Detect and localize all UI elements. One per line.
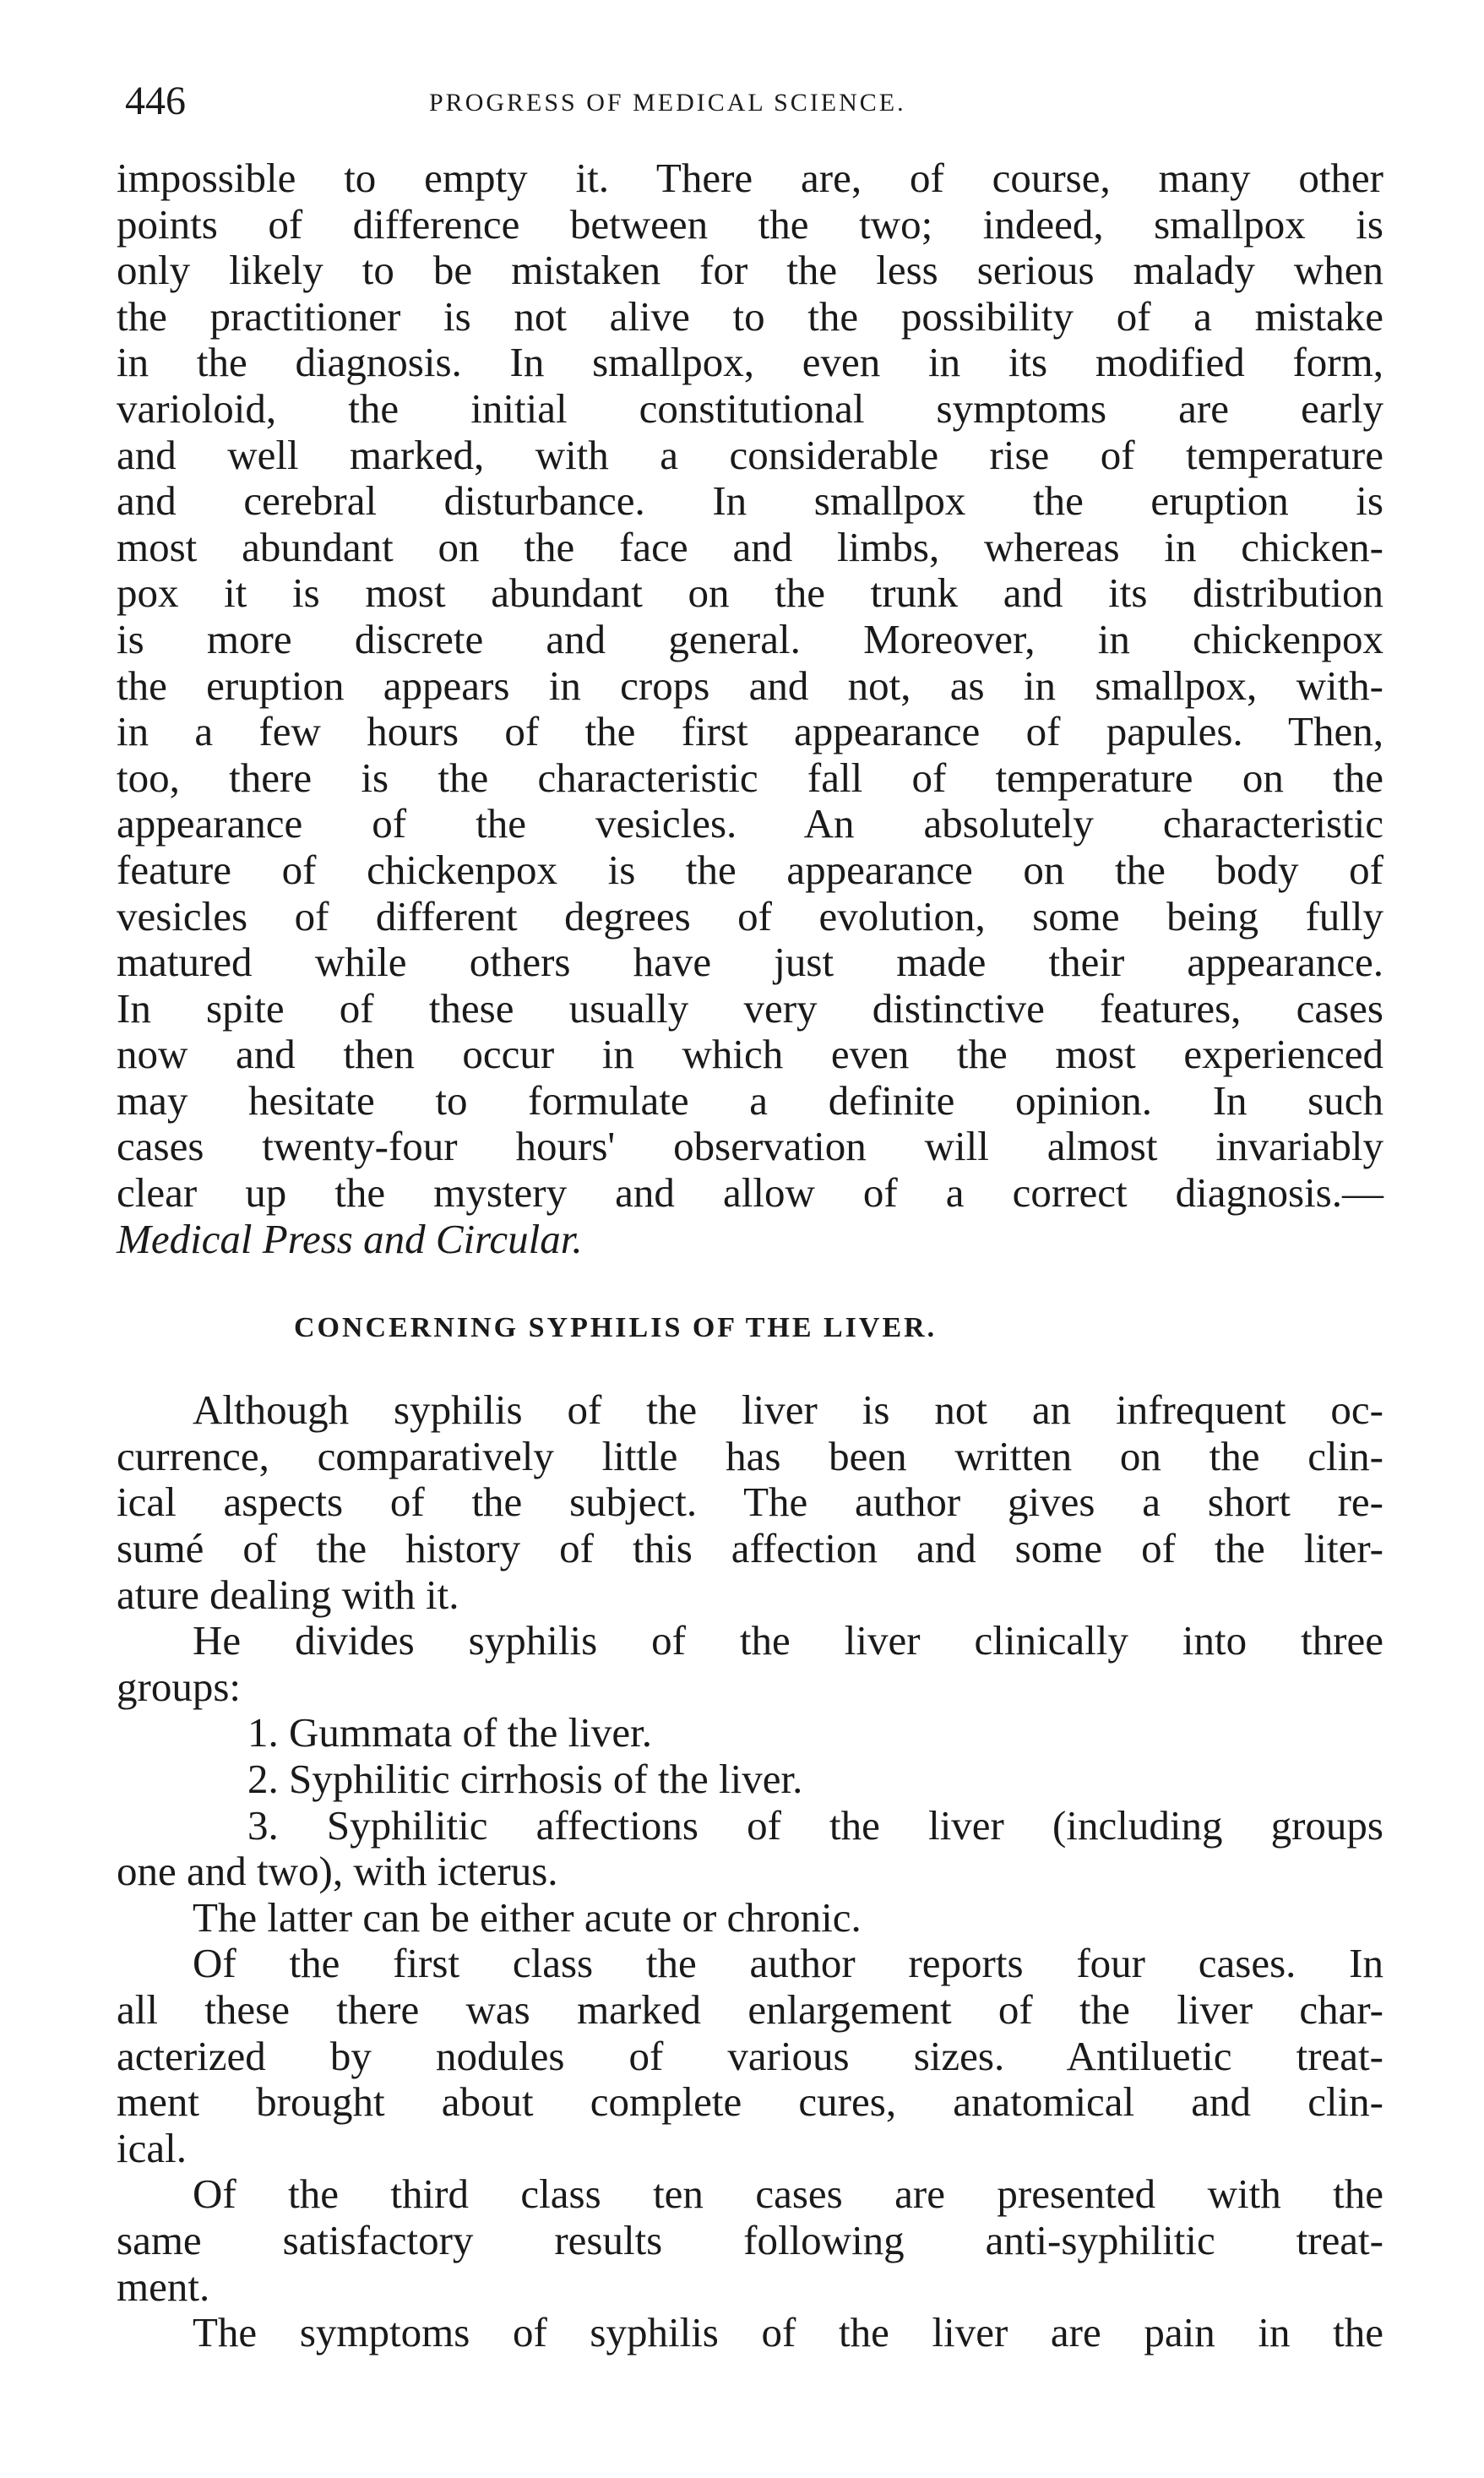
text-line: impossible to empty it. There are, of course, many other <box>117 155 1383 201</box>
text-line: points of difference between the two; indeed, smallpox is <box>117 200 1383 248</box>
text-line: ature dealing with it. <box>117 1571 459 1618</box>
list-item: 1. Gummata of the liver. <box>247 1709 652 1756</box>
text-line: Of the third class ten cases are presented with the <box>193 2170 1383 2218</box>
text-line: and well marked, with a considerable rise of temperature <box>117 431 1383 478</box>
text-line: same satisfactory results following anti-syphilitic treat- <box>117 2216 1383 2263</box>
text-line: Of the first class the author reports four cases. In <box>193 1940 1383 1987</box>
text-line: acterized by nodules of various sizes. Antiluetic treat- <box>117 2032 1383 2079</box>
text-line: most abundant on the face and limbs, whereas in chicken- <box>117 523 1383 570</box>
text-line: vesicles of different degrees of evolution, some being fully <box>117 892 1383 939</box>
section-syphilis-liver <box>117 1387 1383 2355</box>
text-line: and cerebral disturbance. In smallpox the eruption is <box>117 477 1383 525</box>
text-line: now and then occur in which even the most experienced <box>117 1031 1383 1078</box>
text-line: all these there was marked enlargement of the liver char- <box>117 1985 1383 2033</box>
list-item: 3. Syphilitic affections of the liver (including groups <box>247 1801 1383 1849</box>
list-item-continuation: one and two), with icterus. <box>117 1848 558 1895</box>
text-line: clear up the mystery and allow of a correct diagnosis.— <box>117 1169 1383 1217</box>
citation: Medical Press and Circular. <box>117 1215 583 1262</box>
text-line: ical. <box>117 2124 187 2171</box>
text-line: the practitioner is not alive to the possibility of a mistake <box>117 292 1383 340</box>
text-line: groups: <box>117 1663 241 1710</box>
text-line: ment brought about complete cures, anatomical and clin- <box>117 2078 1383 2126</box>
section-heading: CONCERNING SYPHILIS OF THE LIVER. <box>294 1312 938 1344</box>
paragraph-smallpox-chickenpox <box>117 155 1383 1262</box>
text-line: too, there is the characteristic fall of temperature on the <box>117 754 1383 801</box>
text-line: sumé of the history of this affection and some of the liter- <box>117 1525 1383 1572</box>
text-line: The latter can be either acute or chronic. <box>193 1893 862 1941</box>
text-line: only likely to be mistaken for the less serious malady when <box>117 247 1383 294</box>
text-line: varioloid, the initial constitutional symptoms are early <box>117 384 1383 432</box>
text-line: pox it is most abundant on the trunk and its distribution <box>117 569 1383 617</box>
text-line: Although syphilis of the liver is not an infrequent oc- <box>193 1386 1383 1434</box>
text-line: in a few hours of the first appearance of papules. Then, <box>117 708 1383 755</box>
running-head <box>117 76 1383 127</box>
text-line: In spite of these usually very distinctive features, cases <box>117 984 1383 1032</box>
book-page <box>117 76 1383 2356</box>
text-line: He divides syphilis of the liver clinically into three <box>193 1617 1383 1664</box>
text-line: is more discrete and general. Moreover, in chickenpox <box>117 615 1383 662</box>
text-line: the eruption appears in crops and not, as in smallpox, with- <box>117 662 1383 709</box>
text-line: may hesitate to formulate a definite opinion. In such <box>117 1076 1383 1124</box>
text-line: currence, comparatively little has been written on the clin- <box>117 1432 1383 1479</box>
text-line: ment. <box>117 2263 210 2310</box>
page-number: 446 <box>125 79 186 123</box>
text-line: cases twenty-four hours' observation will almost invariably <box>117 1123 1383 1170</box>
text-line: in the diagnosis. In smallpox, even in its modified form, <box>117 339 1383 386</box>
text-line: appearance of the vesicles. An absolutely characteristic <box>117 800 1383 847</box>
text-line: The symptoms of syphilis of the liver are pain in the <box>193 2309 1383 2356</box>
text-line: ical aspects of the subject. The author gives a short re- <box>117 1479 1383 1526</box>
list-item: 2. Syphilitic cirrhosis of the liver. <box>247 1756 803 1802</box>
text-line: feature of chickenpox is the appearance on the body of <box>117 846 1383 893</box>
text-line: matured while others have just made their appearance. <box>117 939 1383 986</box>
journal-title: PROGRESS OF MEDICAL SCIENCE. <box>429 89 906 117</box>
